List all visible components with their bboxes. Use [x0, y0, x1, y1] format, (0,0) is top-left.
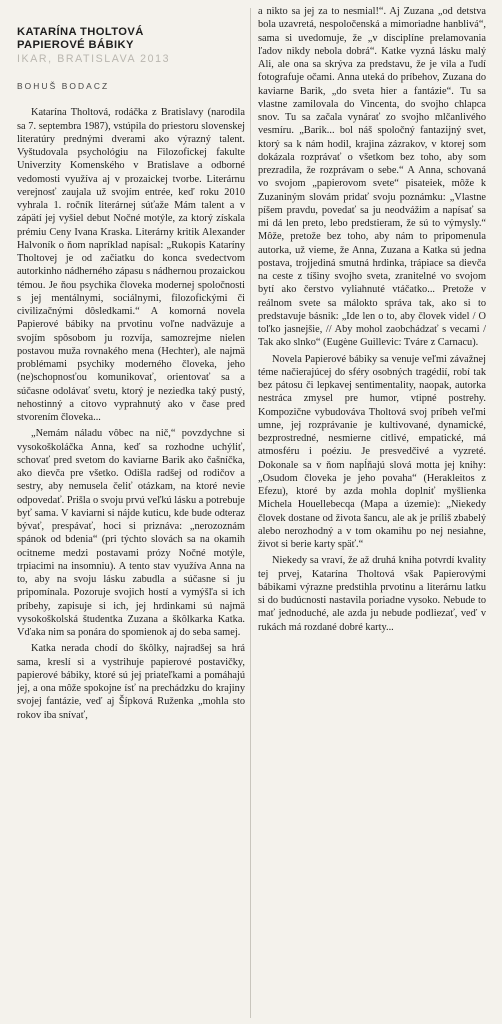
book-heading	[17, 26, 245, 52]
paragraph-katka-continued: a nikto sa jej za to nesmial!“. Aj Zuzana „od detstva bola uzavretá, nespoločenská a mimoriadne hanblivá“, sama si uvedomuje, že „v disciplíne prelamovania ľadov nikdy nebola dobrá“. Katke vyzná lásku malý Ali, ale ona sa skrýva za predstavu, že je vila a ľudí fotografuje očami. Anna uteká do príbehov, Zuzana do kaviarne Barik, „do sveta hier a fantázie“. Tu sa vlastne zamilovala do Vincenta, do svojho chlapca snov. Tu sa začala vynárať zo svojho mlčanlivého vesmíru. „Barik... bol náš spoločný fantazijný svet, ktorý sa k nám hodil, krajina zázrakov, v ktorej som dokázala rozprávať o všetkom bez toho, aby som prezradila, že rozprávam o sebe.“ A Anna, schovaná vo svojom „papierovom svete“ pisateiek, môže k Zuzaniným slovám pridať svoju poznámku: „Vlastne píšem pravdu, povedať sa ju neodvážim a napísať sa mi dá len preto, lebo predstieram, že sú to výmysly.“ Môže, pretože bez toho, aby nám to pripomenula autorka, už vieme, že Anna, Zuzana a Katka sú jedna postava, trojjediná smutná hrdinka, trápiace sa dievča na ceste z tíšiny svojho sveta, zranitelné vo svojom bytí ako čerstvo vyliahnuté vtáčatko... Pretože v reálnom svete sa málokto správa tak, ako si to predstavuje básnik: „Ide len o to, aby človek videl / O toľko jasnejšie, // Aby mohol zaobchádzať s vecami / Tak ako slnko“ (Eugène Guillevic: Tváre z Carnacu).	[258, 6, 486, 349]
reviewer-byline: BOHUŠ BODACZ	[17, 81, 110, 91]
left-column	[17, 0, 245, 1024]
book-title: PAPIEROVÉ BÁBIKY	[17, 39, 134, 51]
book-author: KATARÍNA THOLTOVÁ	[17, 26, 144, 38]
column-divider	[250, 8, 251, 1018]
publisher-line: IKAR, BRATISLAVA 2013	[17, 53, 171, 65]
paragraph-anna: „Nemám náladu vôbec na nič,“ povzdychne si vysokoškoláčka Anna, keď sa rozhodne uchýliť, schovať pred svetom do kaviarne Barik ako čašníčka, ako dievča pre všetko. Odišla radšej od rodičov a sestry, aby nemusela čeliť otázkam, na ktoré nevie odpovedať. Prišla o svoju prvú veľkú lásku a potrebuje byť sama. V kaviarni si nájde kuticu, kde bude odteraz bývať, prespávať, hoci si priznáva: „nerozoznám spánok od bdenia“ (pri týchto slovách sa na okamih ocitneme medzi postavami prózy Nočné motýle, trpiacimi na insomniu). A tento stav využíva Anna na to, aby na svoju lásku zabudla a súčasne si ju pripomínala. Pozoruje svojich hostí a vymýšľa si ich príbehy, zapisuje si ich, jej hrdinkami sú najmä vysokoškolská študentka Zuzana a škôlkarka Katka. Vďaka nim sa ponára do spomienok aj do seba samej.	[17, 428, 245, 638]
paragraph-evaluation: Novela Papierové bábiky sa venuje veľmi závažnej téme načierajúcej do sféry osobných tragédií, robí tak bez pátosu či lepkavej sentimentality, naopak, autorka nestráca zmysel pre humor, vtipné postrehy. Kompozične vybudováva Tholtová svoj príbeh veľmi umne, jej rozprávanie je kultivované, dynamické, bezprostredné, nesmierne citlivé, empatické, má atmosféru i poéziu. Je presvedčivé a vyzreté. Dokonale sa v ňom napĺňajú slová motta jej knihy: „Osudom človeka je jeho povaha“ (Herakleitos z Efezu), ktoré by azda mohla doplniť myšlienka Michela Houellebecqa (Mapa a územie): „Niekedy človek dostane od života šancu, ale ak je príliš zbabelý alebo nerozhodný a v tom okamihu po nej nesiahne, život si berie karty späť.“	[258, 353, 486, 550]
paragraph-conclusion: Niekedy sa vraví, že až druhá kniha potvrdí kvality tej prvej, Katarína Tholtová však Papierovými bábikami výrazne predstihla prvotinu a literárnu latku si do budúcnosti nastavila poriadne vysoko. Nebude to mať jednoduché, ale azda ju nebude podliezať, veď v rukách má rozdané dobré karty...	[258, 555, 486, 633]
paragraph-intro: Katarína Tholtová, rodáčka z Bratislavy (narodila sa 7. septembra 1987), vstúpila do priestoru slovenskej literatúry prednými dverami ako výrazný talent. Vyštudovala psychológiu na Filozofickej fakulte Univerzity Komenského v Bratislave a odborné vedomosti využíva aj v prozaickej tvorbe. Literárnu verejnosť zaujala už svojím entrée, keď roku 2010 vyhrala 1. ročník literárnej súťaže Mám talent a v zápätí jej vyšiel debut Nočné motýle, za ktorý získala prémiu Ceny Ivana Kraska. Literárny kritik Alexander Halvoník o ňom napríklad napísal: „Rukopis Kataríny Tholtovej je od začiatku do konca svedectvom autorkinho nádherného zápasu s nádhernou prozaickou témou. Je ňou psychika človeka modernej spoločnosti s jej mentálnymi, sociálnymi, filozofickými či civilizačnými dôsledkami.“ A komorná novela Papierové bábiky na prvotinu voľne nadväzuje a svojím spôsobom ju rozvíja, samozrejme nielen postavou muža rovnakého mena (Hechter), ale najmä problémami psychiky moderného človeka, jeho (ne)schopnosťou komunikovať, orientovať sa a súčasne odolávať svetu, ktorý je neziedka taký pustý, nehostinný a citovo vyprahnutý ako v čase pred stvorením človeka...	[17, 107, 245, 423]
paragraph-katka-start: Katka nerada chodí do škôlky, najradšej sa hrá sama, kreslí si a vystrihuje papierové postavičky, papierové bábiky, ktoré sú jej priateľkami a pomáhajú jej, a ona môže spokojne ísť na prechádzku do krajiny svojej fantázie, veď aj Šípková Ruženka „mohla sto rokov iba snívať,	[17, 643, 245, 721]
right-column	[258, 0, 486, 1024]
